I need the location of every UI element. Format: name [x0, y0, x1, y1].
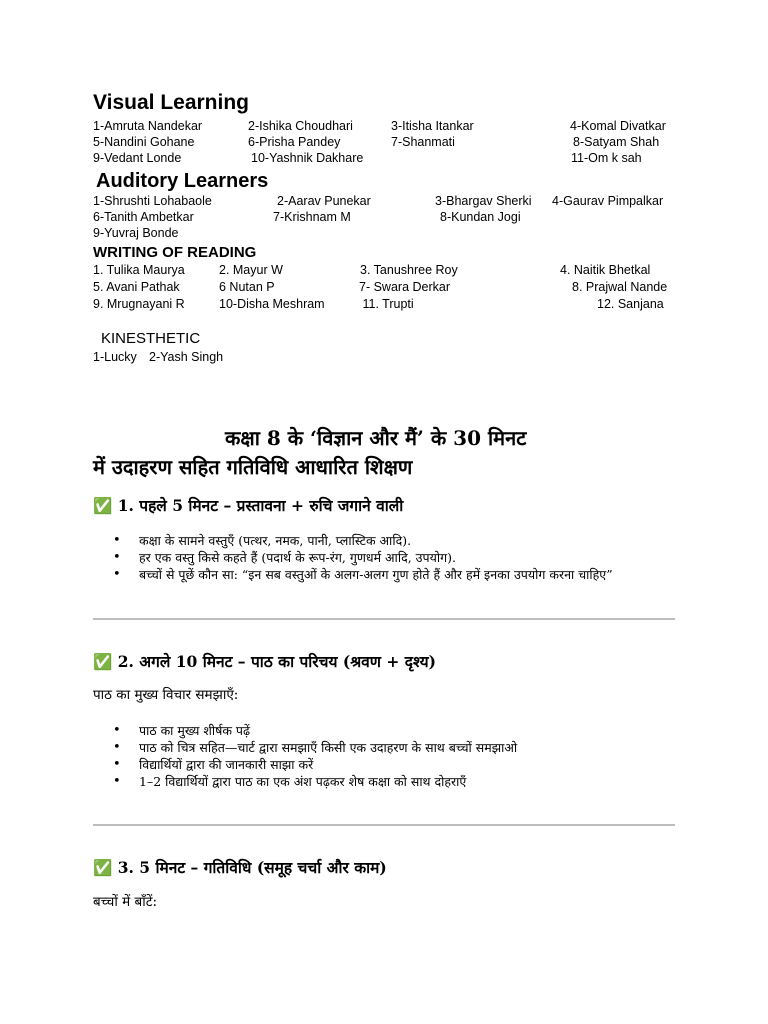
list-item: • विद्यार्थियों द्वारा की जानकारी साझा करें [93, 756, 675, 773]
student-name: 2-Yash Singh [149, 350, 224, 364]
list-item: • पाठ का मुख्य शीर्षक पढ़ें [93, 722, 675, 739]
student-name: 5. Avani Pathak [93, 280, 180, 294]
auditory-row-2 [93, 209, 693, 225]
visual-learning-heading: Visual Learning [93, 91, 249, 114]
student-name: 9. Mrugnayani R [93, 297, 185, 311]
list-item: • कक्षा के सामने वस्तुएँ (पत्थर, नमक, पानी, प्लास्टिक आदि). [93, 532, 675, 549]
step-2-list [93, 722, 675, 790]
step-2-intro: पाठ का मुख्य विचार समझाएँ: [93, 687, 239, 703]
student-name: 11-Om k sah [571, 151, 642, 165]
student-name: 7- Swara Derkar [359, 280, 450, 294]
student-name: 12. Sanjana [597, 297, 664, 311]
visual-row-2 [93, 134, 693, 150]
lesson-title-line-1: कक्षा 8 के ‘विज्ञान और मैं’ के 30 मिनट [225, 426, 527, 450]
list-item: • 1–2 विद्यार्थियों द्वारा पाठ का एक अंश पढ़कर शेष कक्षा को साथ दोहराएँ [93, 773, 675, 790]
step-3-intro: बच्चों में बाँटें: [93, 894, 158, 910]
visual-row-3 [93, 150, 693, 166]
list-item: • पाठ को चित्र सहित—चार्ट द्वारा समझाएँ किसी एक उदाहरण के साथ बच्चों समझाओ [93, 739, 675, 756]
student-name: 2-Aarav Punekar [277, 194, 371, 208]
student-name: 9-Yuvraj Bonde [93, 226, 179, 240]
step-3-heading: ✅ 3. 5 मिनट – गतिविधि (समूह चर्चा और काम) [93, 858, 387, 877]
kinesthetic-heading: KINESTHETIC [101, 330, 201, 347]
student-name: 9-Vedant Londe [93, 151, 182, 165]
student-name: 1-Amruta Nandekar [93, 119, 203, 133]
student-name: 10-Yashnik Dakhare [251, 151, 364, 165]
student-name: 3. Tanushree Roy [360, 263, 458, 277]
student-name: 6-Prisha Pandey [248, 135, 341, 149]
student-name: 3-Bhargav Sherki [435, 194, 532, 208]
auditory-learners-heading: Auditory Learners [96, 170, 269, 192]
student-name: 7-Shanmati [391, 135, 455, 149]
step-1-list [93, 532, 675, 583]
student-name: 1-Lucky [93, 350, 137, 364]
student-name: 5-Nandini Gohane [93, 135, 195, 149]
student-name: 4. Naitik Bhetkal [560, 263, 651, 277]
student-name: 7-Krishnam M [273, 210, 351, 224]
student-name: 6 Nutan P [219, 280, 275, 294]
auditory-row-3 [93, 225, 693, 241]
student-name: 10-Disha Meshram [219, 297, 325, 311]
step-1-heading: ✅ 1. पहले 5 मिनट – प्रस्तावना + रुचि जगाने वाली [93, 496, 404, 515]
student-name: 6-Tanith Ambetkar [93, 210, 194, 224]
writing-row-1 [93, 262, 693, 278]
student-name: 1. Tulika Maurya [93, 263, 185, 277]
student-name: 2. Mayur W [219, 263, 283, 277]
student-name: 2-Ishika Choudhari [248, 119, 353, 133]
visual-row-1 [93, 118, 693, 134]
student-name: 1-Shrushti Lohabaole [93, 194, 212, 208]
divider [93, 824, 675, 826]
student-name: 4-Gaurav Pimpalkar [552, 194, 664, 208]
lesson-title-line-2: में उदाहरण सहित गतिविधि आधारित शिक्षण [93, 455, 413, 479]
student-name: 8. Prajwal Nande [572, 280, 668, 294]
auditory-row-1 [93, 193, 693, 209]
writing-row-3 [93, 296, 693, 312]
student-name: 3-Itisha Itankar [391, 119, 474, 133]
student-name: 8-Kundan Jogi [440, 210, 521, 224]
list-item: • बच्चों से पूछें कौन सा: “इन सब वस्तुओं के अलग-अलग गुण होते हैं और हमें इनका उपयोग करना चाहिए” [93, 566, 675, 583]
student-name: 8-Satyam Shah [573, 135, 660, 149]
list-item: • हर एक वस्तु किसे कहते हैं (पदार्थ के रूप-रंग, गुणधर्म आदि, उपयोग). [93, 549, 675, 566]
divider [93, 618, 675, 620]
student-name: 11. Trupti [359, 297, 414, 311]
writing-of-reading-heading: WRITING OF READING [93, 244, 257, 261]
step-2-heading: ✅ 2. अगले 10 मिनट – पाठ का परिचय (श्रवण + दृश्य) [93, 652, 436, 671]
student-name: 4-Komal Divatkar [570, 119, 666, 133]
writing-row-2 [93, 279, 693, 295]
kinesthetic-row-1 [93, 349, 693, 365]
